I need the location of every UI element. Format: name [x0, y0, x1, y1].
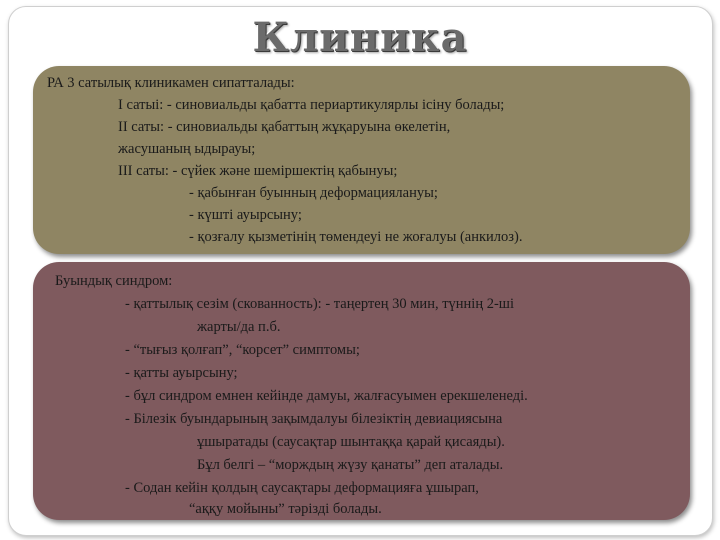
- syndrome-item: - Білезік буындарының зақымдалуы білезіктің девиациясына: [125, 411, 503, 427]
- stage-3-text: ІІІ саты: - сүйек және шеміршектің қабынуы;: [118, 163, 398, 179]
- clinical-stages-panel: [33, 66, 690, 254]
- syndrome-heading: Буындық синдром:: [55, 273, 173, 289]
- stages-intro: РА 3 сатылық клиникамен сипатталады:: [47, 75, 295, 91]
- syndrome-item: - қатты ауырсыну;: [125, 365, 238, 381]
- syndrome-item: - қаттылық сезім (скованность): - таңертең 30 мин, түннің 2-ші: [125, 296, 514, 312]
- stage-3-item: - күшті ауырсыну;: [189, 207, 302, 223]
- syndrome-item-cont: ұшыратады (саусақтар шынтаққа қарай қисаяды).: [197, 434, 505, 450]
- syndrome-item-cont: “аққу мойыны” тәрізді болады.: [189, 501, 382, 517]
- stage-2-text-cont: жасушаның ыдырауы;: [118, 141, 256, 157]
- stage-3-item: - қозғалу қызметінің төмендеуі не жоғалуы (анкилоз).: [189, 229, 523, 245]
- stage-3-item: - қабынған буынның деформациялануы;: [189, 185, 438, 201]
- syndrome-item-cont: Бұл белгі – “морждың жүзу қанаты” деп аталады.: [197, 457, 504, 473]
- syndrome-item-cont: жарты/да п.б.: [197, 319, 281, 335]
- stage-2-text: ІІ саты: - синовиальды қабаттың жұқаруына өкелетін,: [118, 119, 451, 135]
- joint-syndrome-panel: [33, 262, 690, 520]
- stage-1-text: І сатыі: - синовиальды қабатта периартикулярлы ісіну болады;: [118, 97, 505, 113]
- slide-title: Клиника: [252, 14, 468, 61]
- syndrome-item: - бұл синдром емнен кейінде дамуы, жалғасуымен ерекшеленеді.: [125, 388, 528, 404]
- syndrome-item: - “тығыз қолғап”, “корсет” симптомы;: [125, 342, 360, 358]
- syndrome-item: - Содан кейін қолдың саусақтары деформацияға ұшырап,: [125, 480, 479, 496]
